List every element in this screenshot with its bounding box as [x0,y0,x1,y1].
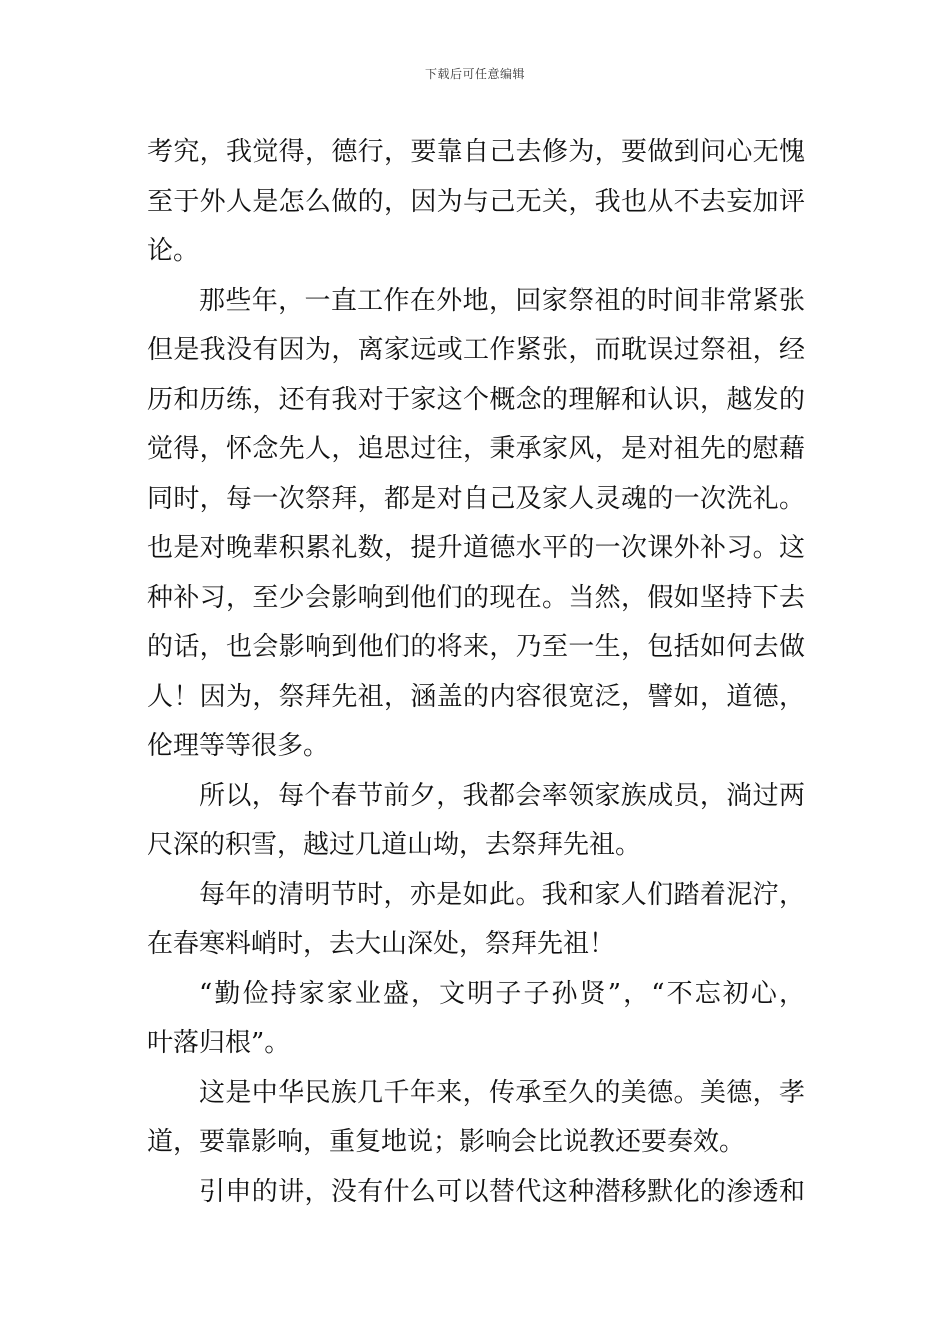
text-line: 尺深的积雪，越过几道山坳，去祭拜先祖。 [147,830,642,860]
text-line: 考究，我觉得，德行，要靠自己去修为，要做到问心无愧 [147,137,805,167]
page-header: 下载后可任意编辑 [424,67,525,81]
text-line: 叶落归根”。 [147,1028,291,1058]
text-line: 道，要靠影响，重复地说；影响会比说教还要奏效。 [147,1127,746,1157]
text-line: 这是中华民族几千年来，传承至久的美德。美德，孝 [199,1077,805,1108]
text-line: 种补习，至少会影响到他们的现在。当然，假如坚持下去 [147,582,805,613]
text-line: 觉得，怀念先人，追思过往，秉承家风，是对祖先的慰藉 [147,434,805,464]
text-line: 的话，也会影响到他们的将来，乃至一生，包括如何去做 [147,632,805,662]
text-line: 但是我没有因为，离家远或工作紧张，而耽误过祭祖，经 [147,335,805,365]
text-line: 至于外人是怎么做的，因为与己无关，我也从不去妄加评 [147,186,805,217]
text-line: 同时，每一次祭拜，都是对自己及家人灵魂的一次洗礼。 [147,483,805,514]
text-line: 也是对晚辈积累礼数，提升道德水平的一次课外补习。这 [147,533,805,563]
text-line: 伦理等等很多。 [147,731,330,761]
text-line: 每年的清明节时，亦是如此。我和家人们踏着泥泞， [199,879,805,910]
text-line: 所以，每个春节前夕，我都会率领家族成员，淌过两 [199,780,805,811]
document-body [147,128,805,1217]
text-line: 在春寒料峭时，去大山深处，祭拜先祖！ [147,929,616,959]
text-line: 那些年，一直工作在外地，回家祭祖的时间非常紧张 [199,285,805,316]
text-line: 引申的讲，没有什么可以替代这种潜移默化的渗透和 [199,1176,805,1207]
text-line: 人！因为，祭拜先祖，涵盖的内容很宽泛，譬如，道德， [147,681,805,712]
text-line: “勤俭持家家业盛，文明子子孙贤”，“不忘初心， [199,978,805,1009]
text-line: 历和历练，还有我对于家这个概念的理解和认识，越发的 [147,384,805,415]
text-line: 论。 [147,236,200,266]
